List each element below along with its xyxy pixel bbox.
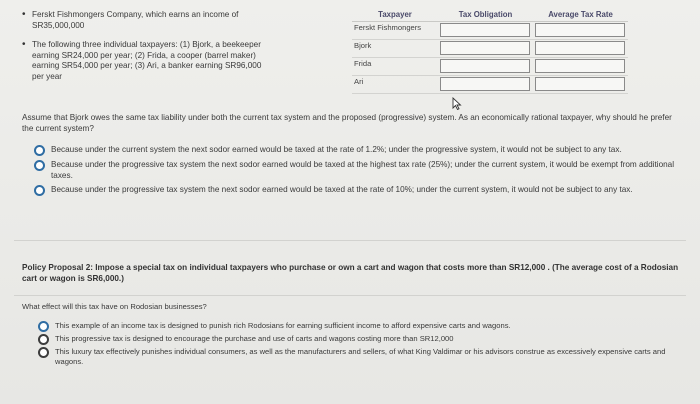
tax-obligation-input[interactable] (440, 59, 530, 73)
answer-text: Because under the progressive tax system the next sodor earned would be taxed at the rate of 10%; under the current system, it would not be subject to any tax. (51, 185, 633, 194)
column-header-tax-obligation: Tax Obligation (438, 9, 533, 21)
table-row (352, 57, 628, 75)
table-row (352, 75, 628, 93)
radio-button[interactable] (34, 185, 45, 196)
taxpayer-name: Ari (352, 75, 438, 93)
divider (14, 240, 686, 241)
taxpayer-list (22, 10, 322, 91)
bullet-text: Ferskt Fishmongers Company, which earns an income of SR35,000,000 (32, 10, 239, 30)
table-row (352, 39, 628, 57)
answer-option[interactable] (34, 185, 684, 196)
question-text: What effect will this tax have on Rodosian businesses? (22, 302, 207, 311)
radio-button[interactable] (38, 321, 49, 332)
answer-options (38, 321, 678, 369)
average-tax-rate-input[interactable] (535, 77, 625, 91)
answer-option[interactable] (34, 160, 684, 181)
policy-proposal-heading: Policy Proposal 2: Impose a special tax on individual taxpayers who purchase or own a cart and wagon that costs more than SR12,000 . (The average cost of a Rodosian cart or wagon is SR6,000.) (22, 263, 679, 283)
answer-text: Because under the current system the next sodor earned would be taxed at the rate of 1.2%; under the progressive system, it would not be subject to any tax. (51, 145, 622, 154)
answer-option[interactable] (38, 347, 678, 367)
answer-option[interactable] (34, 145, 684, 156)
table-row (352, 21, 628, 39)
column-header-taxpayer: Taxpayer (352, 9, 438, 21)
taxpayer-name: Frida (352, 57, 438, 75)
divider (14, 295, 686, 296)
average-tax-rate-input[interactable] (535, 59, 625, 73)
answer-option[interactable] (38, 334, 678, 345)
average-tax-rate-input[interactable] (535, 41, 625, 55)
answer-options (34, 145, 684, 200)
answer-text: Because under the progressive tax system the next sodor earned would be taxed at the highest tax rate (25%); under the current system, it would be exempt from additional taxes. (51, 160, 675, 180)
answer-option[interactable] (38, 321, 678, 332)
tax-table (352, 9, 628, 94)
taxpayer-name: Bjork (352, 39, 438, 57)
radio-button[interactable] (38, 334, 49, 345)
taxpayer-name: Ferskt Fishmongers (352, 21, 438, 39)
answer-text: This luxury tax effectively punishes individual consumers, as well as the manufacturers and sellers, of what King Valdimar or his advisors construe as excessively expensive carts and wagons. (55, 347, 666, 366)
tax-obligation-input[interactable] (440, 41, 530, 55)
answer-text: This progressive tax is designed to encourage the purchase and use of carts and wagons costing more than SR12,000 (55, 334, 454, 343)
answer-text: This example of an income tax is designed to punish rich Rodosians for earning sufficient income to afford expensive carts and wagons. (55, 321, 511, 330)
radio-button[interactable] (34, 145, 45, 156)
bullet-text: The following three individual taxpayers: (1) Bjork, a beekeeper earning SR24,000 per year; (2) Frida, a cooper (barrel maker) earning SR54,000 per year; (3) Ari, a banker earning SR96,000 per year (32, 40, 262, 81)
tax-obligation-input[interactable] (440, 23, 530, 37)
radio-button[interactable] (34, 160, 45, 171)
tax-obligation-input[interactable] (440, 77, 530, 91)
average-tax-rate-input[interactable] (535, 23, 625, 37)
table-header-row (352, 9, 628, 21)
list-item (22, 40, 322, 82)
mouse-pointer-icon (452, 97, 462, 113)
bullet-icon: • (22, 9, 26, 20)
radio-button[interactable] (38, 347, 49, 358)
list-item (22, 10, 322, 31)
question-text: Assume that Bjork owes the same tax liability under both the current tax system and the proposed (progressive) system. As an economically rational taxpayer, why should he prefer the current system? (22, 113, 672, 133)
column-header-average-tax-rate: Average Tax Rate (533, 9, 628, 21)
bullet-icon: • (22, 39, 26, 50)
